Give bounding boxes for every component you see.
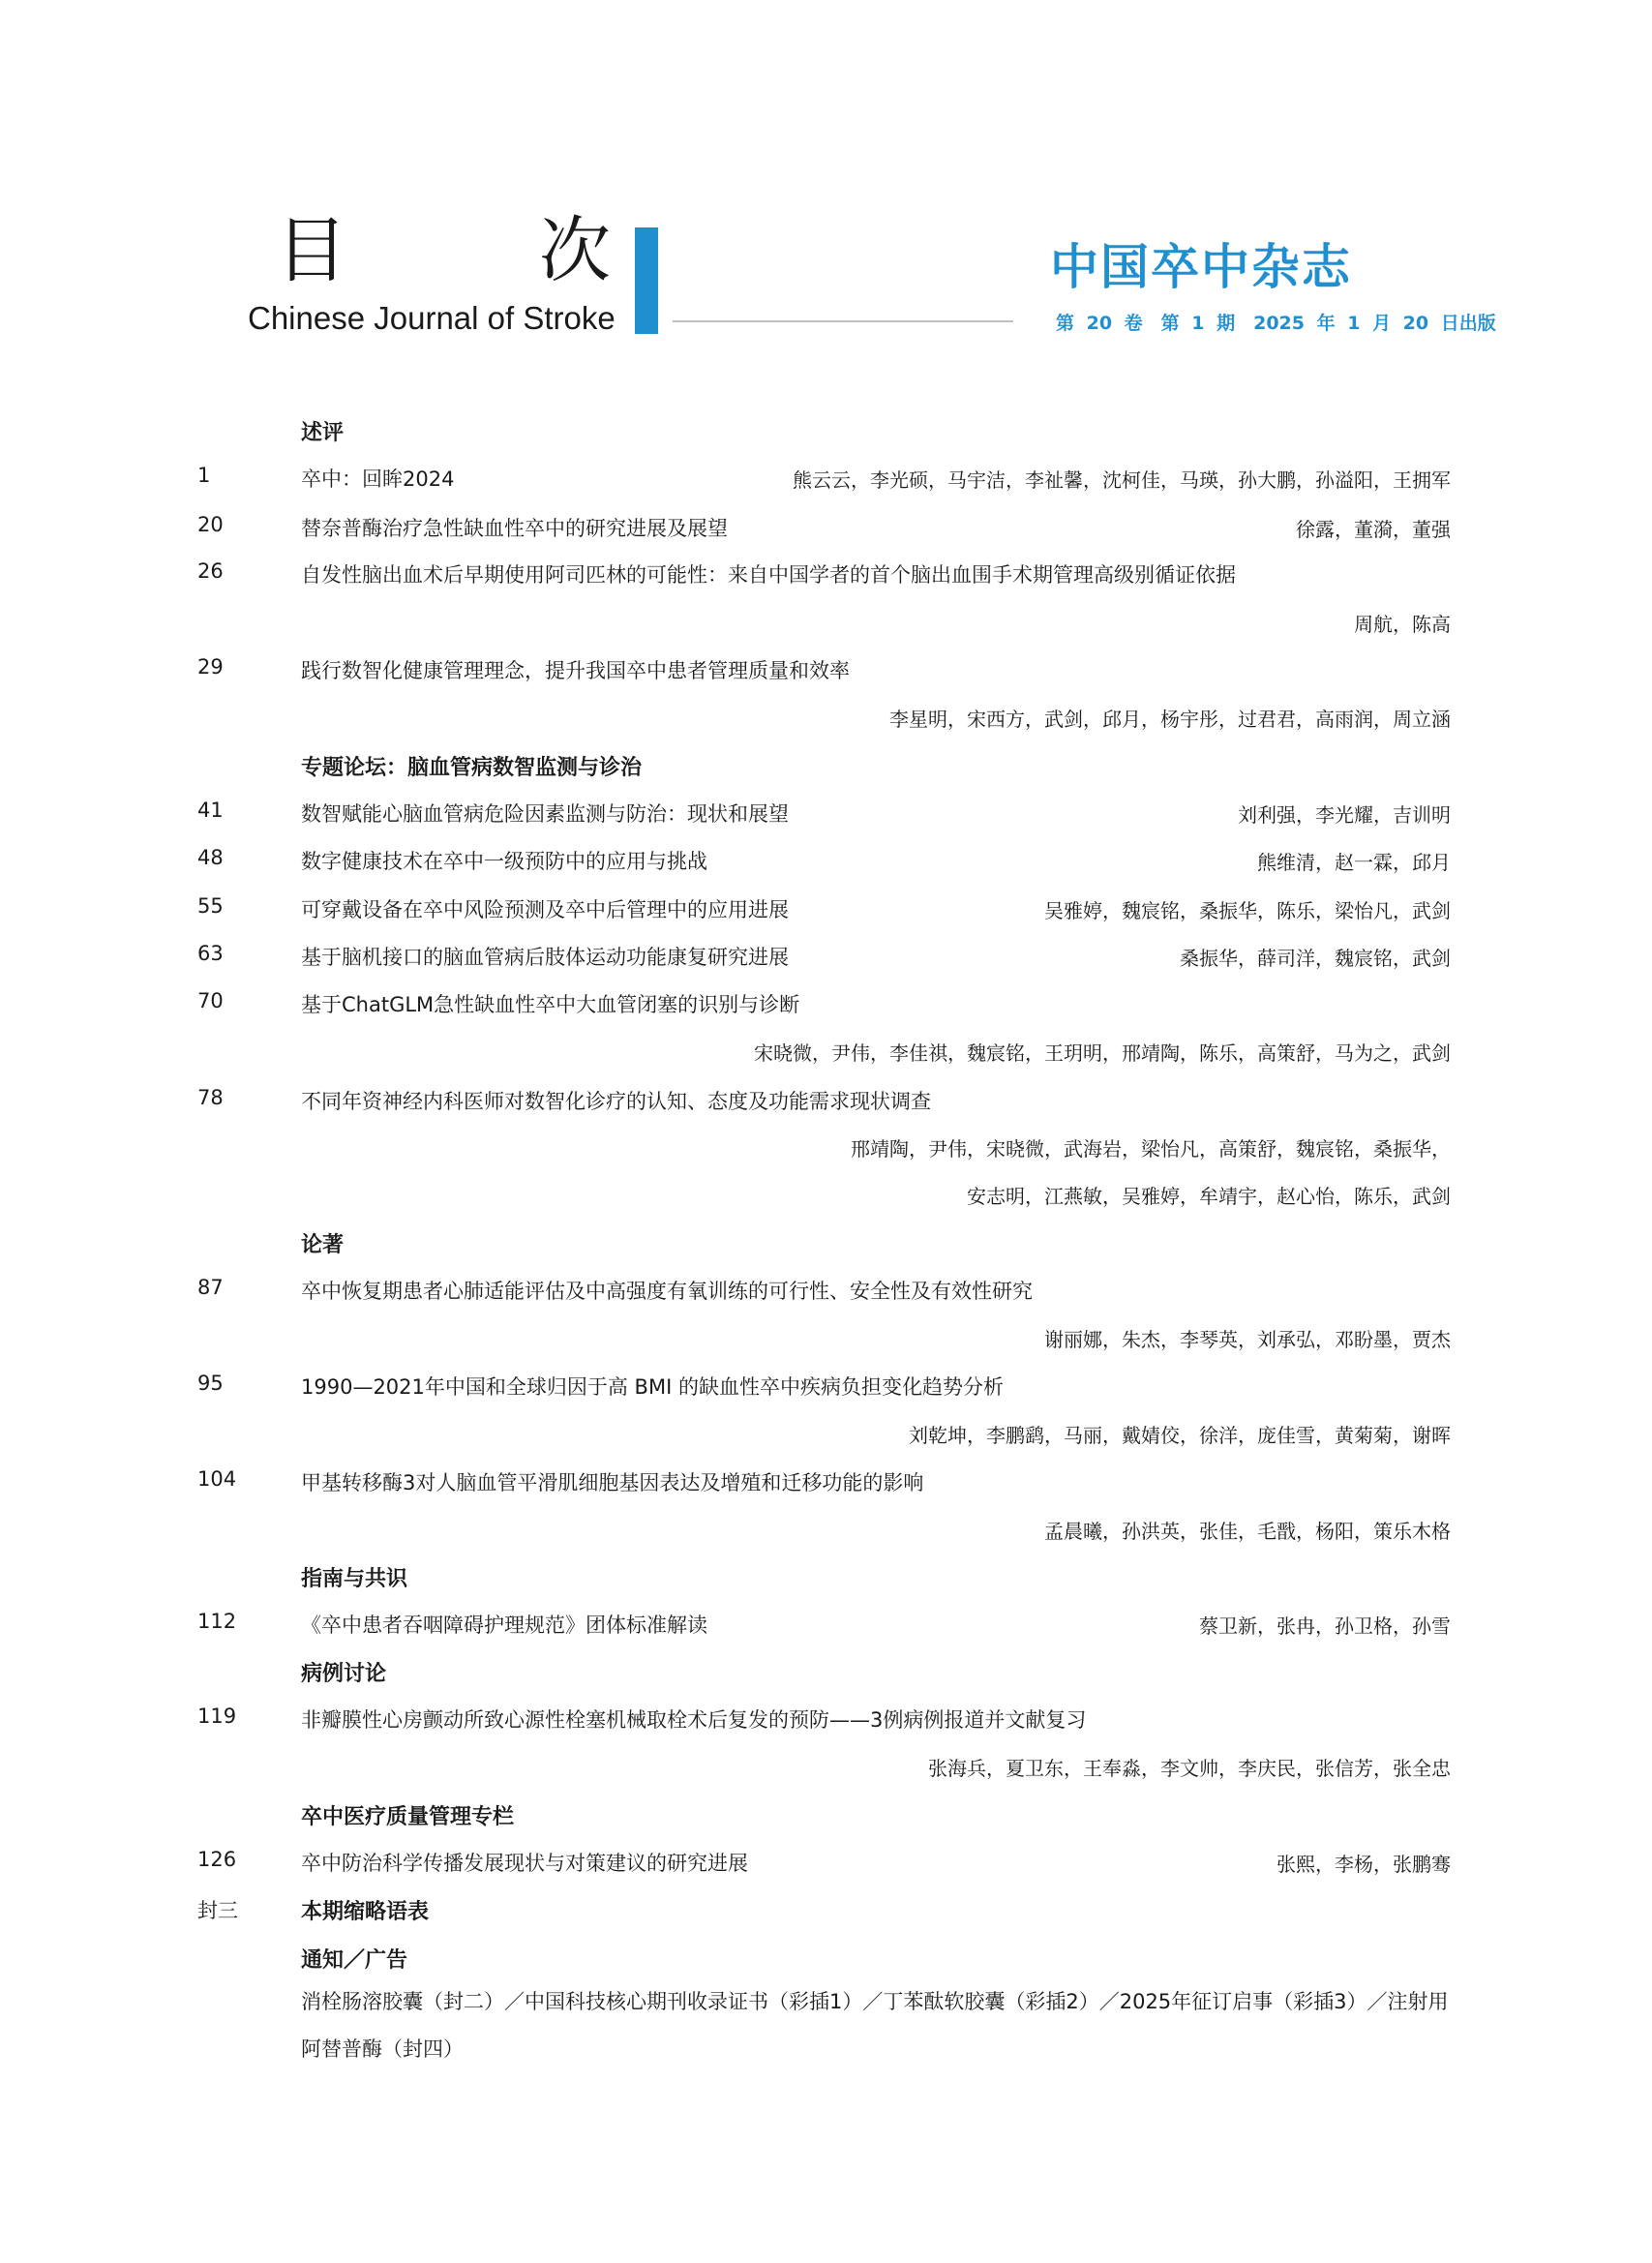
- entry-page: 48: [197, 846, 224, 869]
- section-heading: 述评: [301, 421, 345, 445]
- entry-authors: 孟晨曦，孙洪英，张佳，毛戬，杨阳，策乐木格: [1044, 1520, 1451, 1543]
- english-journal-title: Chinese Journal of Stroke: [248, 300, 616, 336]
- entry-page: 41: [197, 799, 224, 822]
- abbrev-page: 封三: [197, 1899, 238, 1922]
- section-heading: 专题论坛：脑血管病数智监测与诊治: [301, 756, 643, 780]
- issue-info: 第 20 卷 第 1 期 2025 年 1 月 20 日出版: [1056, 313, 1496, 334]
- contents-heading-char-1: 目: [276, 209, 347, 292]
- entry-title[interactable]: 卒中恢复期患者心肺适能评估及中高强度有氧训练的可行性、安全性及有效性研究: [301, 1280, 1033, 1303]
- entry-authors: 宋晓微，尹伟，李佳祺，魏宸铭，王玥明，邢靖陶，陈乐，高策舒，马为之，武剑: [754, 1041, 1451, 1065]
- entry-authors: 李星明，宋西方，武剑，邱月，杨宇彤，过君君，高雨润，周立涵: [889, 708, 1451, 731]
- entry-title[interactable]: 甲基转移酶3对人脑血管平滑肌细胞基因表达及增殖和迁移功能的影响: [301, 1471, 924, 1494]
- entry-title[interactable]: 卒中防治科学传播发展现状与对策建议的研究进展: [301, 1852, 748, 1875]
- entry-authors: 张海兵，夏卫东，王奉淼，李文帅，李庆民，张信芳，张全忠: [928, 1757, 1451, 1780]
- abbrev-title[interactable]: 本期缩略语表: [301, 1900, 430, 1924]
- section-heading: 病例讨论: [301, 1662, 387, 1686]
- section-heading: 论著: [301, 1233, 345, 1257]
- entry-page: 112: [197, 1610, 237, 1633]
- entry-title[interactable]: 基于脑机接口的脑血管病后肢体运动功能康复研究进展: [301, 946, 789, 969]
- entry-authors: 桑振华，薛司洋，魏宸铭，武剑: [1180, 947, 1451, 970]
- entry-authors-continued: 安志明，江燕敏，吴雅婷，牟靖宇，赵心怡，陈乐，武剑: [967, 1185, 1451, 1208]
- entry-page: 63: [197, 942, 224, 965]
- entry-title[interactable]: 替奈普酶治疗急性缺血性卒中的研究进展及展望: [301, 517, 728, 540]
- entry-title[interactable]: 《卒中患者吞咽障碍护理规范》团体标准解读: [301, 1614, 707, 1637]
- entry-title[interactable]: 不同年资神经内科医师对数智化诊疗的认知、态度及功能需求现状调查: [301, 1090, 931, 1113]
- entry-page: 87: [197, 1276, 224, 1299]
- entry-title[interactable]: 基于ChatGLM急性缺血性卒中大血管闭塞的识别与诊断: [301, 993, 800, 1016]
- entry-authors: 谢丽娜，朱杰，李琴英，刘承弘，邓盼墨，贾杰: [1044, 1328, 1451, 1351]
- entry-authors: 徐露，董漪，董强: [1296, 518, 1451, 541]
- entry-page: 55: [197, 894, 224, 918]
- entry-page: 104: [197, 1467, 237, 1491]
- notice-text: 消栓肠溶胶囊（封二）／中国科技核心期刊收录证书（彩插1）／丁苯酞软胶囊（彩插2）／2025年征订启事（彩插3）／注射用阿替普酶（封四）: [301, 1990, 1449, 2061]
- entry-authors: 邢靖陶，尹伟，宋晓微，武海岩，梁怡凡，高策舒，魏宸铭，桑振华，: [851, 1137, 1451, 1161]
- entry-authors: 刘乾坤，李鹏鹞，马丽，戴婧佼，徐洋，庞佳雪，黄菊菊，谢晖: [909, 1424, 1451, 1447]
- accent-bar: [635, 227, 658, 334]
- entry-authors: 周航，陈高: [1354, 613, 1451, 636]
- entry-title[interactable]: 卒中：回眸2024: [301, 468, 455, 491]
- journal-logo-text: 中国卒中杂志: [1050, 238, 1352, 295]
- entry-title[interactable]: 数智赋能心脑血管病危险因素监测与防治：现状和展望: [301, 802, 789, 826]
- entry-page: 126: [197, 1848, 237, 1871]
- entry-title[interactable]: 自发性脑出血术后早期使用阿司匹林的可能性：来自中国学者的首个脑出血围手术期管理高级别循证依据: [301, 563, 1236, 587]
- entry-title[interactable]: 非瓣膜性心房颤动所致心源性栓塞机械取栓术后复发的预防——3例病例报道并文献复习: [301, 1708, 1087, 1732]
- section-heading: 卒中医疗质量管理专栏: [301, 1805, 515, 1829]
- entry-title[interactable]: 1990—2021年中国和全球归因于高 BMI 的缺血性卒中疾病负担变化趋势分析: [301, 1375, 1004, 1399]
- entry-title[interactable]: 践行数智化健康管理理念，提升我国卒中患者管理质量和效率: [301, 659, 850, 682]
- entry-authors: 熊维清，赵一霖，邱月: [1257, 851, 1451, 874]
- notice-heading: 通知／广告: [301, 1948, 408, 1973]
- entry-page: 119: [197, 1705, 237, 1728]
- entry-authors: 吴雅婷，魏宸铭，桑振华，陈乐，梁怡凡，武剑: [1044, 899, 1451, 922]
- header-divider: [673, 320, 1013, 322]
- entry-title[interactable]: 可穿戴设备在卒中风险预测及卒中后管理中的应用进展: [301, 898, 789, 921]
- entry-authors: 蔡卫新，张冉，孙卫格，孙雪: [1199, 1614, 1451, 1638]
- entry-authors: 张熙，李杨，张鹏骞: [1277, 1853, 1451, 1876]
- entry-page: 70: [197, 989, 224, 1012]
- entry-page: 95: [197, 1372, 224, 1395]
- entry-authors: 熊云云，李光硕，马宇洁，李祉馨，沈柯佳，马瑛，孙大鹏，孙溢阳，王拥军: [793, 468, 1451, 492]
- entry-page: 1: [197, 464, 211, 487]
- entry-page: 20: [197, 513, 224, 536]
- entry-page: 26: [197, 559, 224, 583]
- entry-title[interactable]: 数字健康技术在卒中一级预防中的应用与挑战: [301, 850, 707, 873]
- entry-page: 29: [197, 655, 224, 679]
- section-heading: 指南与共识: [301, 1567, 408, 1591]
- entry-authors: 刘利强，李光耀，吉训明: [1238, 803, 1451, 827]
- entry-page: 78: [197, 1086, 224, 1109]
- contents-heading-char-2: 次: [539, 209, 611, 292]
